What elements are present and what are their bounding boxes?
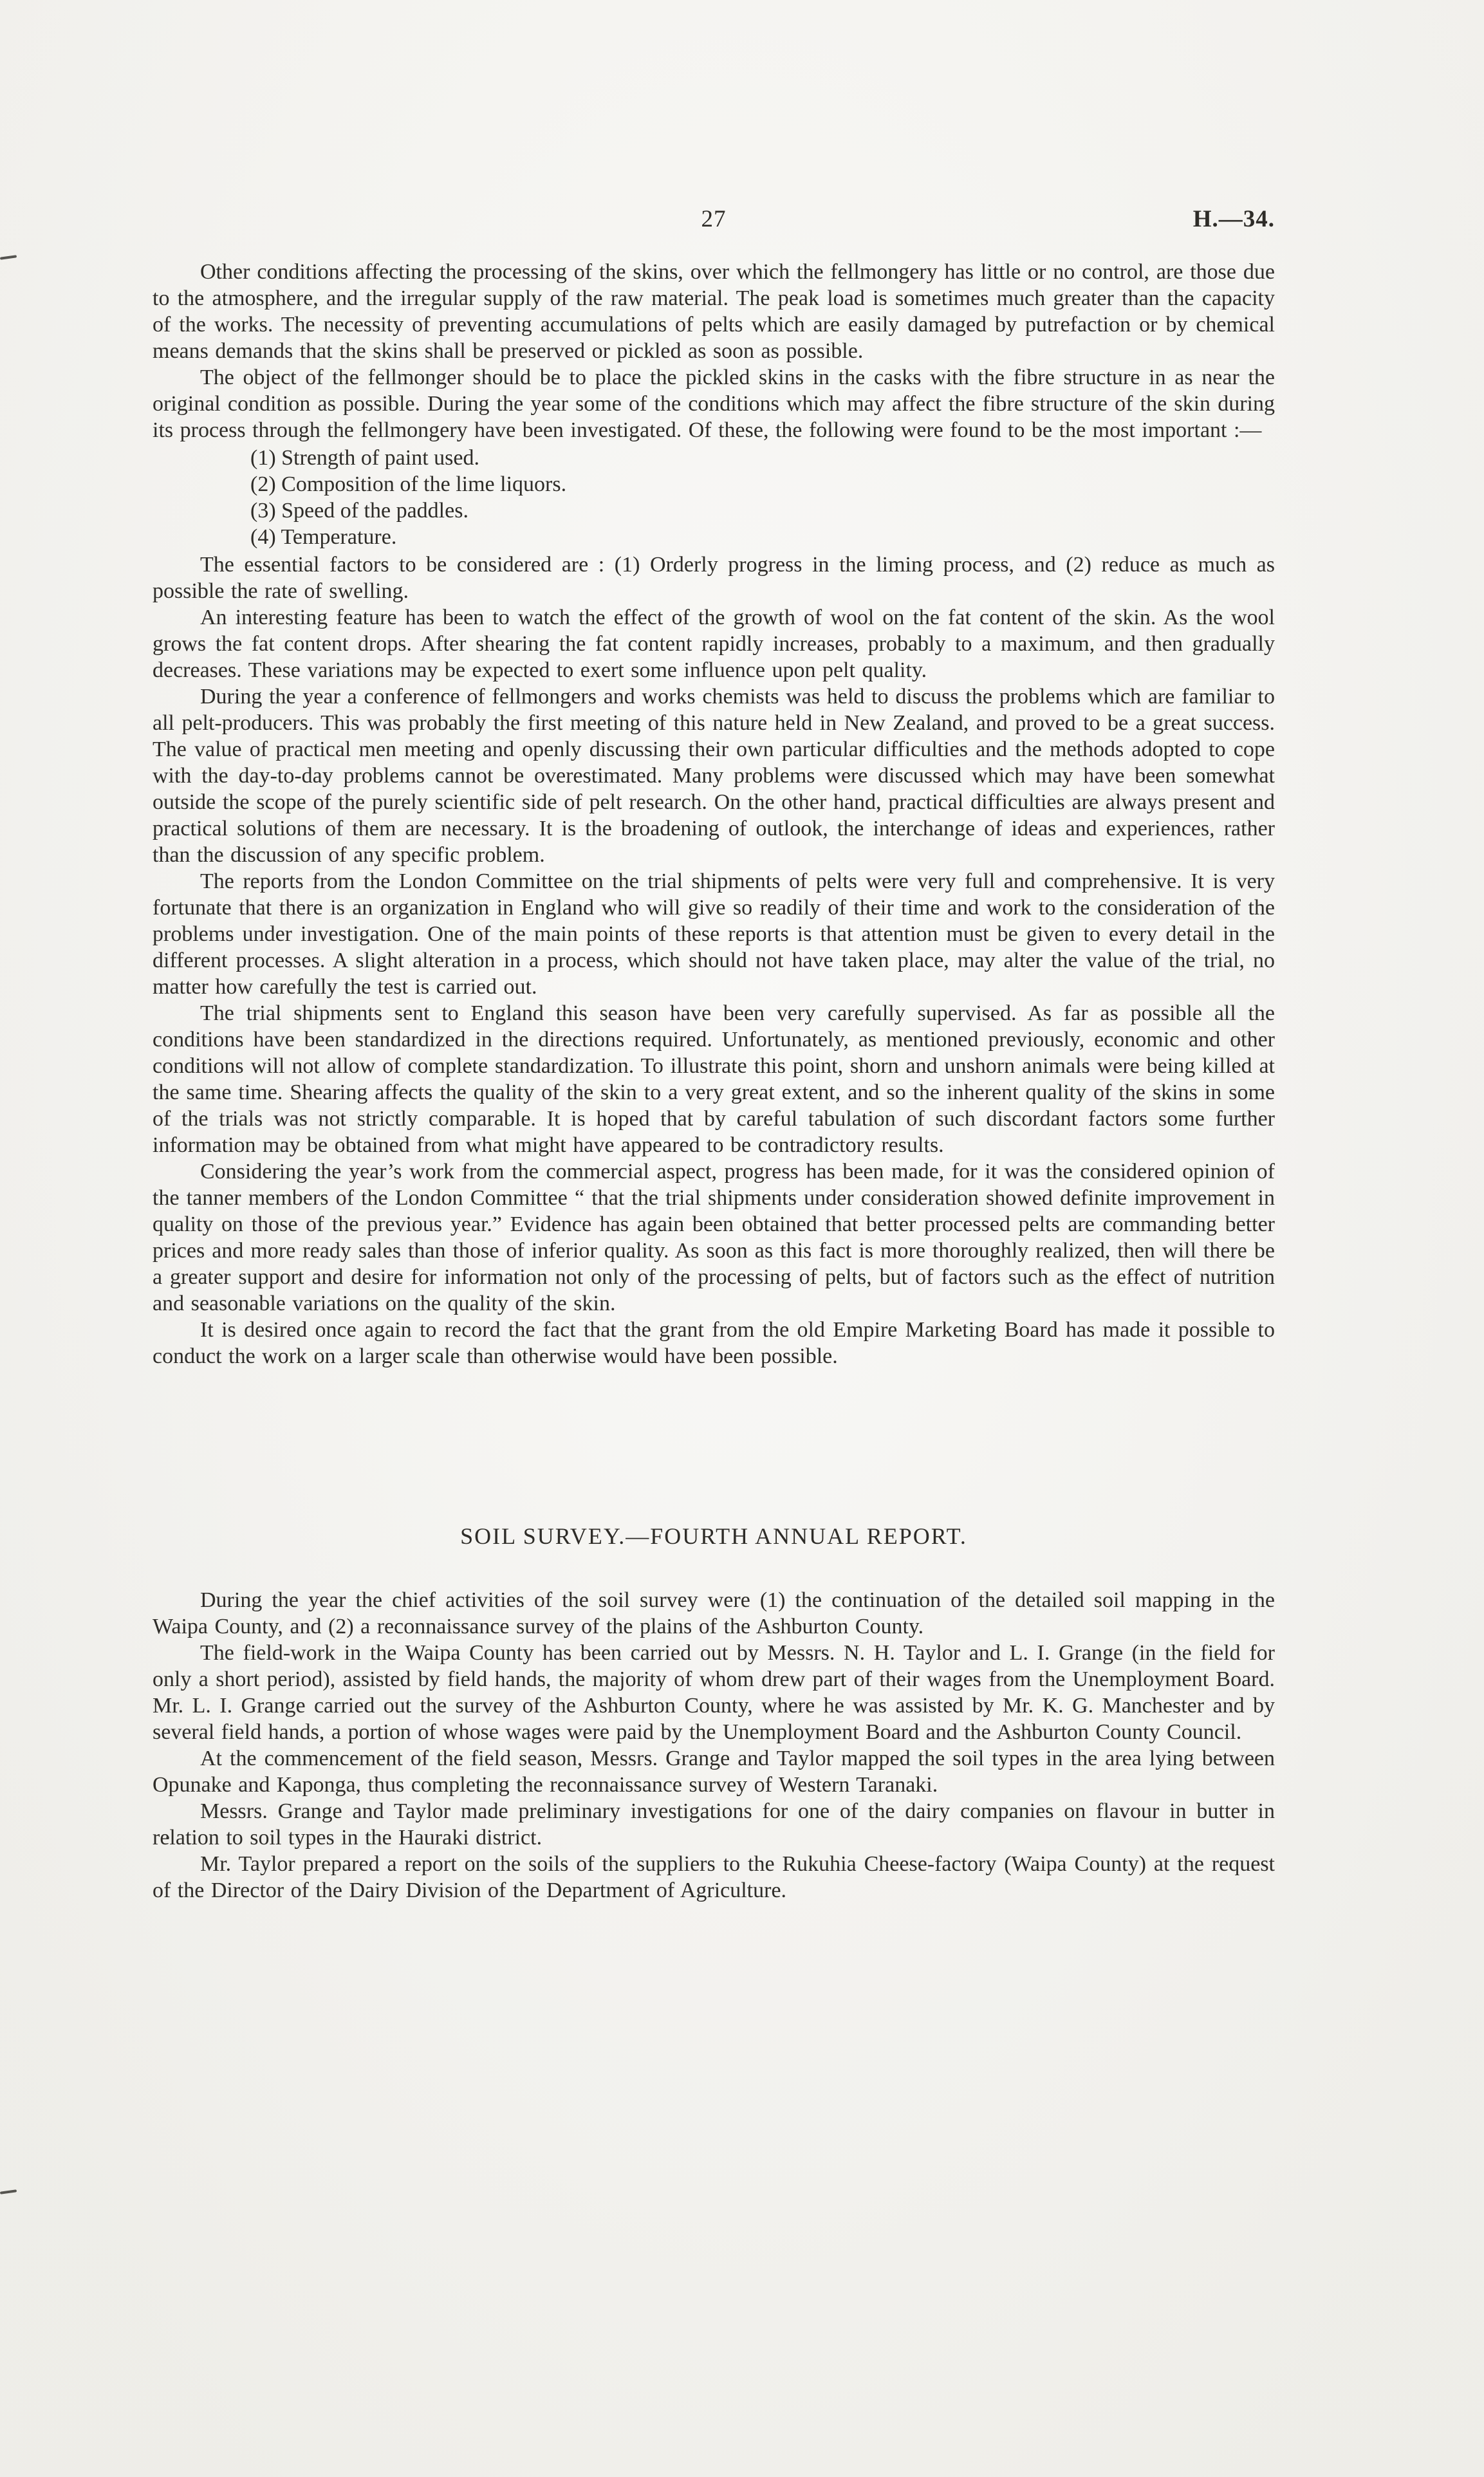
list-item: (2) Composition of the lime liquors. [250, 472, 567, 496]
paragraph: At the commencement of the field season, Messrs. Grange and Taylor mapped the soil types in the area lying between Opunake and Kaponga, thus completing the reconnaissance survey of Western Taranaki. [153, 1747, 1275, 1797]
paragraph: During the year the chief activities of the soil survey were (1) the continuation of the detailed soil mapping in the Waipa County, and (2) a reconnaissance survey of the plains of the Ashburton County. [153, 1588, 1275, 1638]
document-content [153, 205, 1275, 1904]
fellmongery-section [153, 259, 1275, 1369]
paragraph: The object of the fellmonger should be to place the pickled skins in the casks with the fibre structure in as near the original condition as possible. During the year some of the conditions which may affect the fibre structure of the skin during its process through the fellmongery have been investigated. Of these, the following were found to be the most important :— [153, 366, 1275, 442]
paragraph: An interesting feature has been to watch the effect of the growth of wool on the fat content of the skin. As the wool grows the fat content drops. After shearing the fat content rapidly increases, probably to a maximum, and then gradually decreases. These variations may be expected to exert some influence upon pelt quality. [153, 606, 1275, 682]
page-header [153, 205, 1275, 238]
list-item: (1) Strength of paint used. [250, 446, 479, 470]
paragraph: During the year a conference of fellmongers and works chemists was held to discuss the problems which are familiar to all pelt-producers. This was probably the first meeting of this nature held in New Zealand, and proved to be a great success. The value of practical men meeting and openly discussing their own particular difficulties and the methods adopted to cope with the day-to-day problems cannot be overestimated. Many problems were discussed which may have been somewhat outside the scope of the purely scientific side of pelt research. On the other hand, practical difficulties are always present and practical solutions of them are necessary. It is the broadening of outlook, the interchange of ideas and experiences, rather than the discussion of any specific problem. [153, 685, 1275, 867]
scan-artifact-dash-top [0, 255, 17, 260]
paragraph: Messrs. Grange and Taylor made preliminary investigations for one of the dairy companies on flavour in butter in relation to soil types in the Hauraki district. [153, 1799, 1275, 1850]
list-item: (4) Temperature. [250, 525, 397, 549]
page-number: 27 [701, 206, 727, 232]
important-factors-list [250, 445, 1275, 550]
paragraph: Mr. Taylor prepared a report on the soils of the suppliers to the Rukuhia Cheese-factory (Waipa County) at the request of the Director of the Dairy Division of the Department of Agriculture. [153, 1852, 1275, 1902]
soil-survey-section [153, 1523, 1275, 1904]
scan-artifact-dash-bottom [0, 2189, 17, 2194]
paragraph: Other conditions affecting the processing of the skins, over which the fellmongery has little or no control, are those due to the atmosphere, and the irregular supply of the raw material. The peak load is sometimes much greater than the capacity of the works. The necessity of preventing accumulations of pelts which are easily damaged by putrefaction or by chemical means demands that the skins shall be preserved or pickled as soon as possible. [153, 260, 1275, 363]
paragraph: The trial shipments sent to England this season have been very carefully supervised. As far as possible all the conditions have been standardized in the directions required. Unfortunately, as mentioned previously, economic and other conditions will not allow of complete standardization. To illustrate this point, shorn and unshorn animals were being killed at the same time. Shearing affects the quality of the skin to a very great extent, and so the inherent quality of the skins in some of the trials was not strictly comparable. It is hoped that by careful tabulation of such discordant factors some further information may be obtained from what might have appeared to be contradictory results. [153, 1001, 1275, 1157]
paragraph: The reports from the London Committee on the trial shipments of pelts were very full and comprehensive. It is very fortunate that there is an organization in England who will give so readily of their time and work to the consideration of the problems under investigation. One of the main points of these reports is that attention must be given to every detail in the different processes. A slight alteration in a process, which should not have taken place, may alter the value of the trial, no matter how carefully the test is carried out. [153, 869, 1275, 999]
list-item: (3) Speed of the paddles. [250, 499, 468, 523]
report-id: H.—34. [1192, 206, 1275, 232]
section-heading: SOIL SURVEY.—FOURTH ANNUAL REPORT. [460, 1523, 967, 1549]
paragraph: The essential factors to be considered are : (1) Orderly progress in the liming process, and (2) reduce as much as possible the rate of swelling. [153, 553, 1275, 603]
paragraph: It is desired once again to record the fact that the grant from the old Empire Marketing Board has made it possible to conduct the work on a larger scale than otherwise would have been possible. [153, 1318, 1275, 1368]
paragraph: Considering the year’s work from the commercial aspect, progress has been made, for it was the considered opinion of the tanner members of the London Committee “ that the trial shipments under consideration showed definite improvement in quality on those of the previous year.” Evidence has again been obtained that better processed pelts are commanding better prices and more ready sales than those of inferior quality. As soon as this fact is more thoroughly realized, then will there be a greater support and desire for information not only of the processing of pelts, but of factors such as the effect of nutrition and seasonable variations on the quality of the skin. [153, 1160, 1275, 1315]
paragraph: The field-work in the Waipa County has been carried out by Messrs. N. H. Taylor and L. I. Grange (in the field for only a short period), assisted by field hands, the majority of whom drew part of their wages from the Unemployment Board. Mr. L. I. Grange carried out the survey of the Ashburton County, where he was assisted by Mr. K. G. Manchester and by several field hands, a portion of whose wages were paid by the Unemployment Board and the Ashburton County Council. [153, 1641, 1275, 1744]
